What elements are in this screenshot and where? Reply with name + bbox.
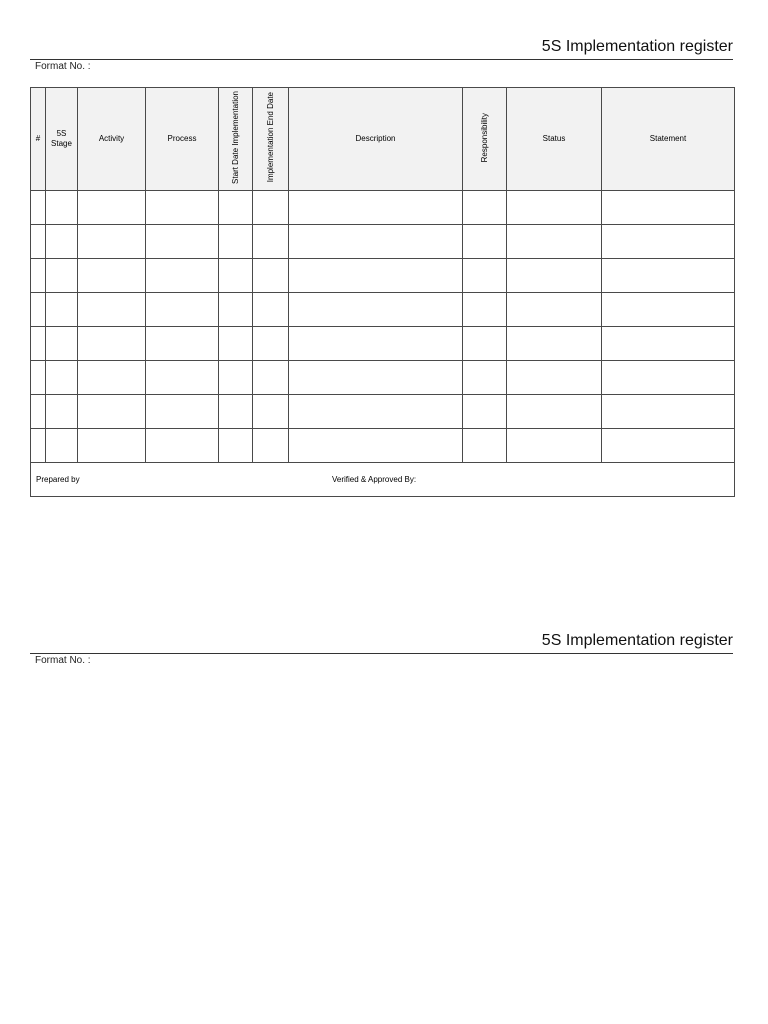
table-cell[interactable] [289, 361, 463, 395]
signature-cell [31, 463, 735, 497]
table-cell[interactable] [463, 327, 507, 361]
header-process: Process [146, 88, 219, 191]
verified-approved-label: Verified & Approved By: [332, 475, 417, 484]
table-cell[interactable] [507, 259, 602, 293]
table-cell[interactable] [219, 293, 253, 327]
table-cell[interactable] [146, 395, 219, 429]
table-cell[interactable] [253, 327, 289, 361]
register-table [30, 87, 735, 497]
table-cell[interactable] [289, 191, 463, 225]
table-cell[interactable] [602, 429, 735, 463]
table-cell[interactable] [146, 293, 219, 327]
header-start-date-label: Start Date Implementation [230, 91, 240, 184]
table-cell[interactable] [463, 429, 507, 463]
page-title-second: 5S Implementation register [541, 632, 733, 649]
table-body [31, 191, 735, 463]
table-cell[interactable] [463, 259, 507, 293]
table-cell[interactable] [78, 259, 146, 293]
prepared-by-label: Prepared by [36, 475, 80, 484]
table-cell[interactable] [507, 395, 602, 429]
table-cell[interactable] [463, 191, 507, 225]
table-cell[interactable] [146, 429, 219, 463]
table-cell[interactable] [463, 293, 507, 327]
table-cell[interactable] [219, 429, 253, 463]
table-row [31, 327, 735, 361]
table-header-row [31, 88, 735, 191]
table-cell[interactable] [219, 259, 253, 293]
header-responsibility [463, 88, 507, 191]
table-row [31, 225, 735, 259]
table-cell[interactable] [602, 293, 735, 327]
table-cell[interactable] [146, 361, 219, 395]
table-cell[interactable] [507, 327, 602, 361]
table-cell[interactable] [146, 327, 219, 361]
table-cell[interactable] [78, 293, 146, 327]
header-description: Description [289, 88, 463, 191]
table-cell[interactable] [78, 395, 146, 429]
table-cell[interactable] [219, 225, 253, 259]
table-cell[interactable] [146, 191, 219, 225]
table-cell[interactable] [253, 191, 289, 225]
table-row [31, 361, 735, 395]
table-cell[interactable] [31, 293, 46, 327]
table-cell[interactable] [602, 361, 735, 395]
table-cell[interactable] [31, 259, 46, 293]
table-cell[interactable] [31, 225, 46, 259]
table-cell[interactable] [78, 361, 146, 395]
header-5s-stage-line2: Stage [51, 139, 72, 148]
table-cell[interactable] [219, 327, 253, 361]
table-cell[interactable] [289, 395, 463, 429]
header-5s-stage-line1: 5S [56, 129, 67, 138]
table-cell[interactable] [507, 361, 602, 395]
table-cell[interactable] [219, 361, 253, 395]
title-divider-second [30, 653, 733, 654]
table-cell[interactable] [46, 361, 78, 395]
table-cell[interactable] [463, 395, 507, 429]
header-start-date [219, 88, 253, 191]
table-row [31, 191, 735, 225]
table-cell[interactable] [507, 429, 602, 463]
table-footer-row [31, 463, 735, 497]
table-cell[interactable] [31, 327, 46, 361]
header-activity: Activity [78, 88, 146, 191]
table-cell[interactable] [507, 293, 602, 327]
table-cell[interactable] [602, 395, 735, 429]
table-cell[interactable] [253, 293, 289, 327]
table-cell[interactable] [602, 327, 735, 361]
table-cell[interactable] [46, 191, 78, 225]
table-cell[interactable] [46, 395, 78, 429]
table-cell[interactable] [253, 361, 289, 395]
table-cell[interactable] [507, 225, 602, 259]
table-cell[interactable] [289, 225, 463, 259]
table-row [31, 429, 735, 463]
table-cell[interactable] [289, 327, 463, 361]
table-cell[interactable] [602, 225, 735, 259]
header-end-date [253, 88, 289, 191]
table-row [31, 293, 735, 327]
table-cell[interactable] [463, 361, 507, 395]
table-cell[interactable] [31, 191, 46, 225]
table-cell[interactable] [463, 225, 507, 259]
table-cell[interactable] [78, 225, 146, 259]
table-cell[interactable] [289, 259, 463, 293]
register-header-second [30, 631, 733, 667]
table-cell[interactable] [253, 395, 289, 429]
table-cell[interactable] [78, 327, 146, 361]
title-divider [30, 59, 733, 60]
page-title: 5S Implementation register [541, 38, 733, 55]
header-statement: Statement [602, 88, 735, 191]
format-number-label-second: Format No. : [35, 655, 91, 666]
table-cell[interactable] [289, 293, 463, 327]
table-cell[interactable] [219, 191, 253, 225]
header-5s-stage [46, 88, 78, 191]
table-cell[interactable] [146, 225, 219, 259]
table-cell[interactable] [253, 429, 289, 463]
register-header [30, 37, 733, 73]
table-cell[interactable] [289, 429, 463, 463]
table-cell[interactable] [146, 259, 219, 293]
table-cell[interactable] [602, 259, 735, 293]
table-cell[interactable] [507, 191, 602, 225]
header-number: # [31, 88, 46, 191]
header-responsibility-label: Responsibility [479, 112, 489, 163]
table-cell[interactable] [46, 327, 78, 361]
table-cell[interactable] [31, 395, 46, 429]
table-cell[interactable] [78, 191, 146, 225]
table-cell[interactable] [46, 293, 78, 327]
table-cell[interactable] [46, 259, 78, 293]
header-end-date-label: Implementation End Date [265, 92, 275, 183]
table-row [31, 259, 735, 293]
table-cell[interactable] [219, 395, 253, 429]
format-number-label: Format No. : [35, 61, 91, 72]
table-cell[interactable] [253, 259, 289, 293]
table-cell[interactable] [31, 361, 46, 395]
table-cell[interactable] [46, 225, 78, 259]
header-status: Status [507, 88, 602, 191]
table-cell[interactable] [253, 225, 289, 259]
table-row [31, 395, 735, 429]
table-cell[interactable] [31, 429, 46, 463]
table-cell[interactable] [46, 429, 78, 463]
table-cell[interactable] [602, 191, 735, 225]
table-cell[interactable] [78, 429, 146, 463]
